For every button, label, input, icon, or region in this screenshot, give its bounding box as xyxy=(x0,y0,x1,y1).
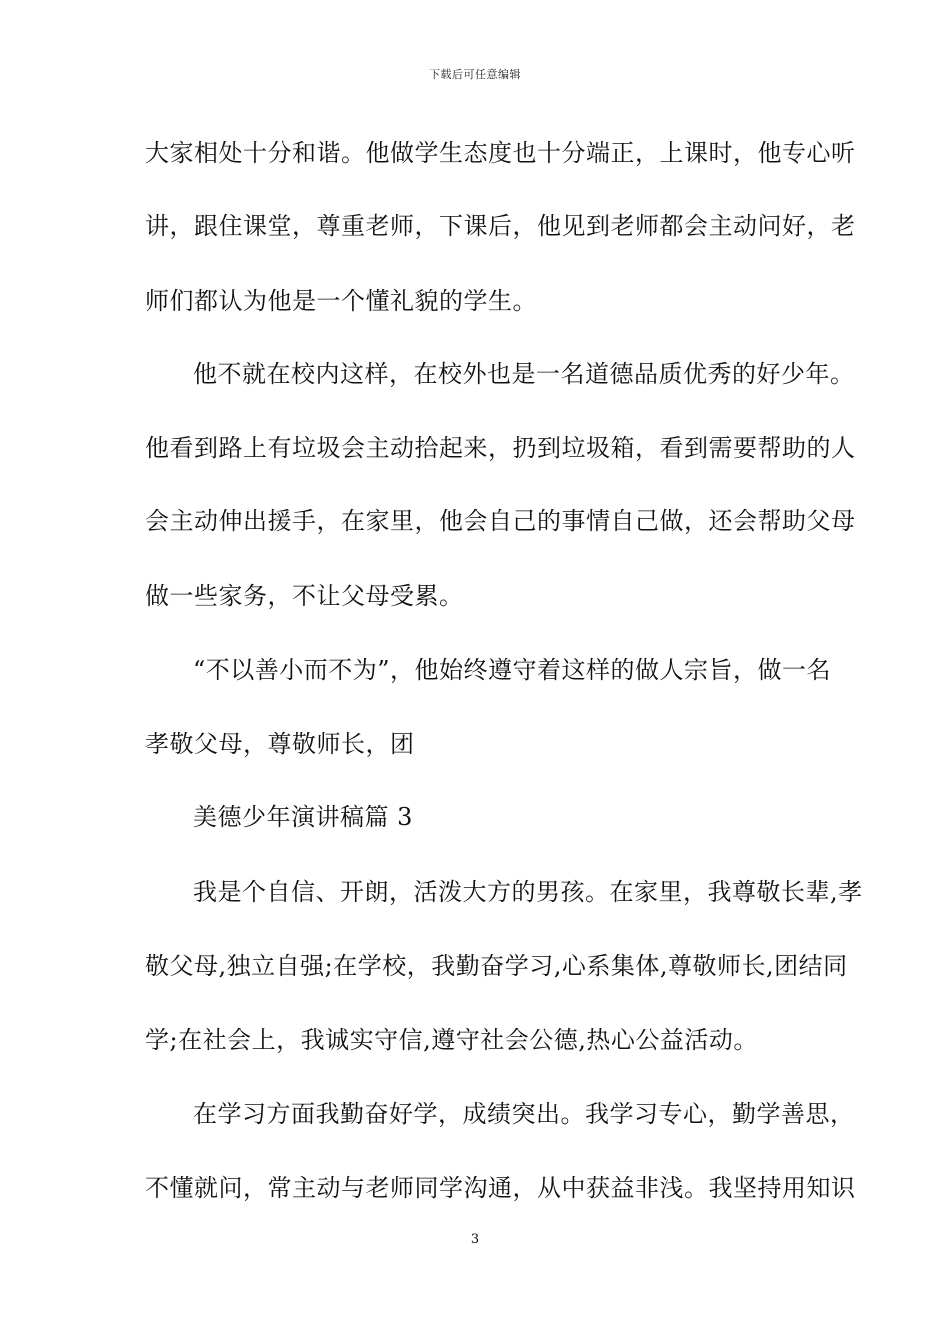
text-line: 做一些家务，不让父母受累。 xyxy=(145,582,464,610)
text-line: 我是个自信、开朗，活泼大方的男孩。在家里，我尊敬长辈,孝 xyxy=(193,878,863,906)
section-heading: 美德少年演讲稿篇 3 xyxy=(193,803,413,831)
text-line: 他看到路上有垃圾会主动拾起来，扔到垃圾箱，看到需要帮助的人 xyxy=(145,434,856,462)
text-line: 大家相处十分和谐。他做学生态度也十分端正，上课时，他专心听 xyxy=(145,139,856,167)
text-line: 会主动伸出援手，在家里，他会自己的事情自己做，还会帮助父母 xyxy=(145,507,856,535)
text-line: 孝敬父母，尊敬师长，团 xyxy=(145,730,415,758)
text-line: “不以善小而不为”，他始终遵守着这样的做人宗旨，做一名 xyxy=(193,656,832,684)
page-header: 下载后可任意编辑 xyxy=(429,68,521,81)
text-line: 学;在社会上，我诚实守信,遵守社会公德,热心公益活动。 xyxy=(145,1026,758,1054)
text-line: 讲，跟住课堂，尊重老师，下课后，他见到老师都会主动问好，老 xyxy=(145,212,856,240)
text-line: 不懂就问，常主动与老师同学沟通，从中获益非浅。我坚持用知识 xyxy=(145,1174,856,1202)
page-number: 3 xyxy=(470,1232,480,1247)
text-line: 师们都认为他是一个懂礼貌的学生。 xyxy=(145,287,537,315)
text-line: 在学习方面我勤奋好学，成绩突出。我学习专心，勤学善思， xyxy=(193,1100,855,1128)
text-line: 他不就在校内这样，在校外也是一名道德品质优秀的好少年。 xyxy=(193,360,855,388)
text-line: 敬父母,独立自强;在学校，我勤奋学习,心系集体,尊敬师长,团结同 xyxy=(145,952,848,980)
